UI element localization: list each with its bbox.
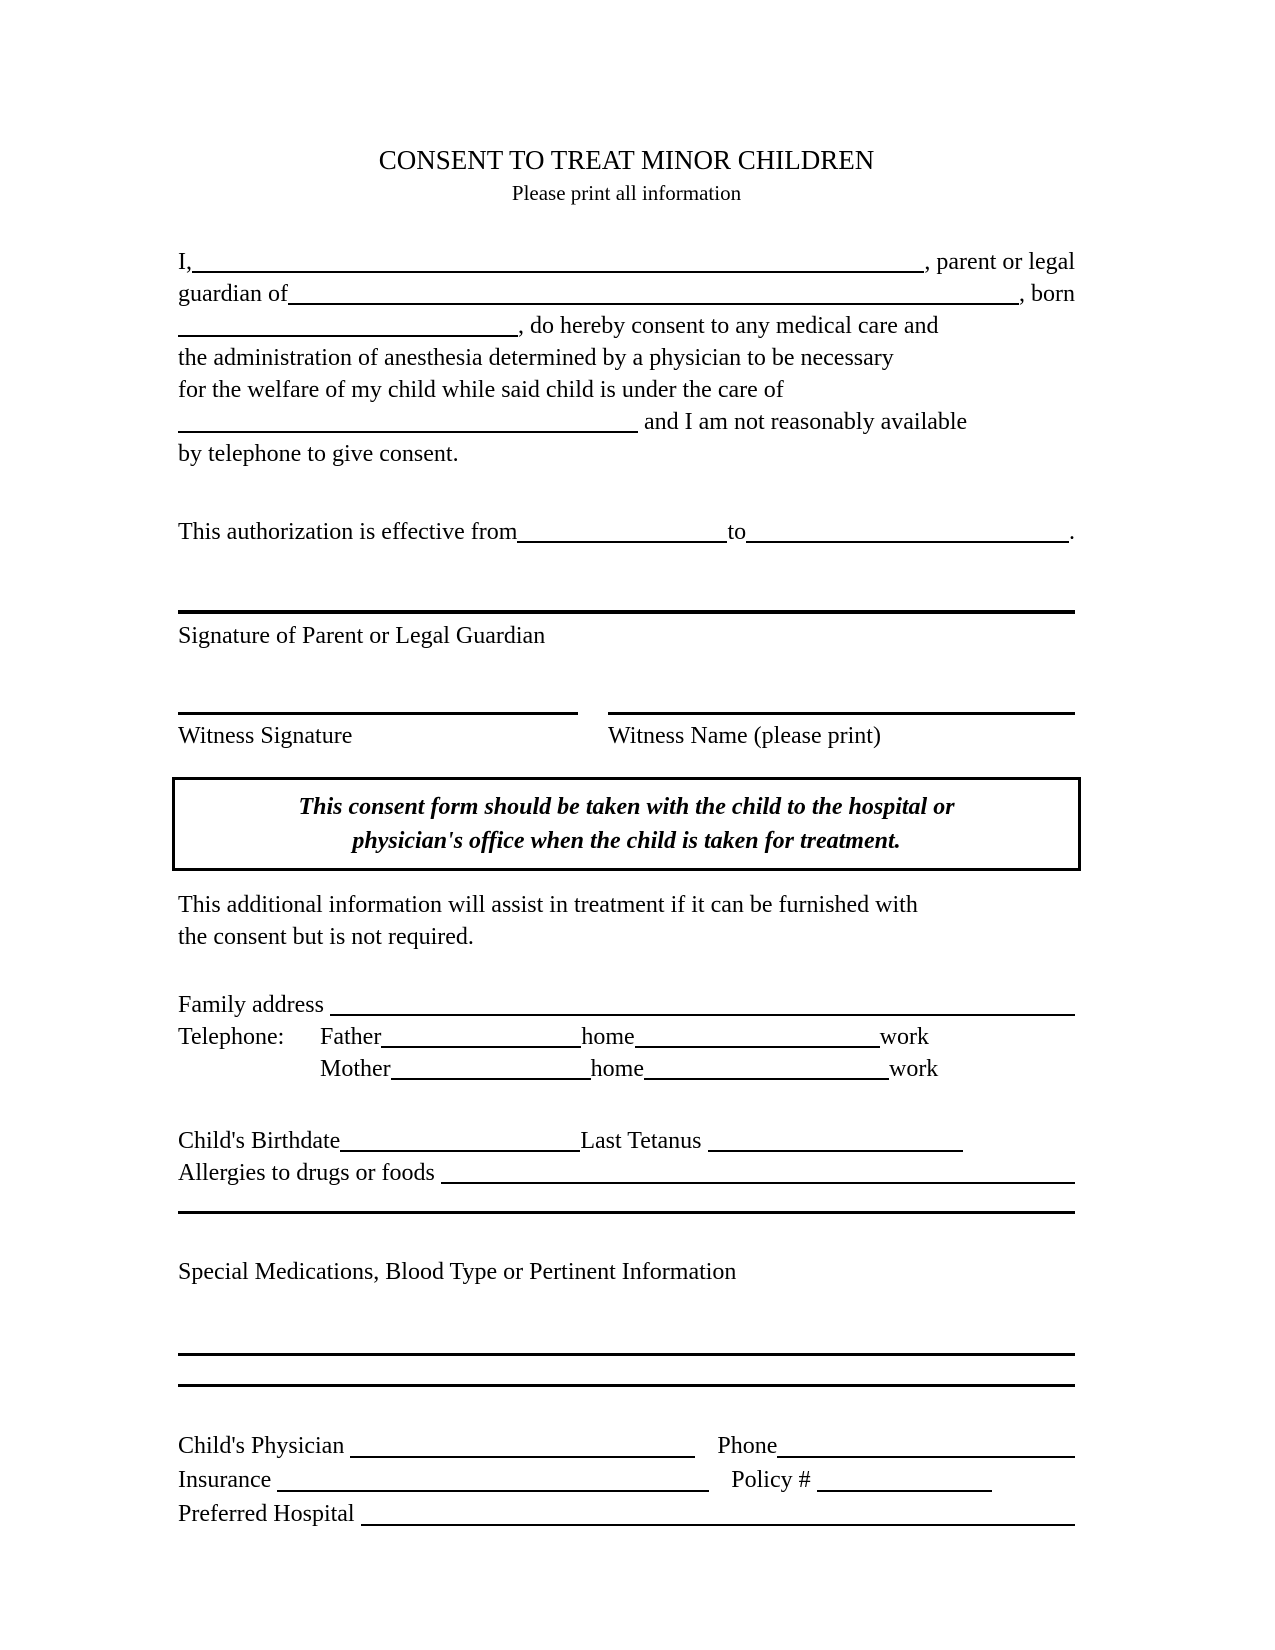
mother-work-phone-blank[interactable] — [644, 1078, 889, 1080]
consent-line-2 — [178, 278, 1075, 310]
father-work-phone-blank[interactable] — [635, 1046, 880, 1048]
authorization-row — [178, 516, 1075, 548]
form-title: CONSENT TO TREAT MINOR CHILDREN — [378, 145, 875, 175]
physician-phone-blank[interactable] — [777, 1456, 1075, 1458]
form-subtitle: Please print all information — [511, 181, 742, 205]
consent-l2-post: , born — [1019, 281, 1075, 307]
policy-number-label: Policy # — [731, 1467, 817, 1493]
additional-info-line-1: This additional information will assist in treatment if it can be furnished with — [178, 892, 918, 918]
witness-column-gap — [578, 712, 608, 751]
witness-signature-label: Witness Signature — [178, 723, 353, 749]
mother-label: Mother — [320, 1056, 391, 1082]
mother-home-label: home — [590, 1056, 644, 1082]
childs-birthdate-blank[interactable] — [340, 1150, 580, 1152]
consent-line-6 — [178, 406, 1075, 438]
consent-l1-pre: I, — [178, 249, 192, 275]
consent-l2-pre: guardian of — [178, 281, 288, 307]
special-medications-label: Special Medications, Blood Type or Pertinent Information — [178, 1259, 737, 1285]
effective-to-blank[interactable] — [746, 541, 1069, 543]
preferred-hospital-label: Preferred Hospital — [178, 1501, 361, 1527]
authorization-period: . — [1069, 519, 1075, 545]
mother-home-phone-blank[interactable] — [391, 1078, 591, 1080]
allergies-overflow-line[interactable] — [178, 1189, 1075, 1214]
child-name-blank[interactable] — [288, 303, 1019, 305]
allergies-row — [178, 1157, 1075, 1189]
special-medications-line-1[interactable] — [178, 1330, 1075, 1356]
policy-number-blank[interactable] — [817, 1490, 992, 1492]
birthdate-blank[interactable] — [178, 335, 518, 337]
consent-l4-text: the administration of anesthesia determined by a physician to be necessary — [178, 345, 894, 371]
consent-line-1 — [178, 246, 1075, 278]
allergies-label: Allergies to drugs or foods — [178, 1160, 441, 1186]
additional-info-paragraph — [178, 889, 1075, 953]
consent-paragraph — [178, 246, 1075, 470]
parent-signature-label: Signature of Parent or Legal Guardian — [178, 623, 546, 649]
witness-name-line[interactable] — [608, 712, 1075, 751]
insurance-label: Insurance — [178, 1467, 278, 1493]
additional-info-line-2: the consent but is not required. — [178, 924, 474, 950]
consent-l1-post: , parent or legal — [924, 249, 1075, 275]
witness-name-label: Witness Name (please print) — [608, 723, 881, 749]
father-home-phone-blank[interactable] — [381, 1046, 581, 1048]
consent-l3-post: , do hereby consent to any medical care and — [518, 313, 939, 339]
consent-line-4 — [178, 342, 1075, 374]
phone-label: Phone — [717, 1433, 778, 1459]
authorization-lead: This authorization is effective from — [178, 519, 518, 545]
authorization-to: to — [727, 519, 747, 545]
consent-l6-post: and I am not reasonably available — [638, 409, 968, 435]
insurance-row — [178, 1463, 1075, 1497]
preferred-hospital-row — [178, 1497, 1075, 1531]
parent-name-blank[interactable] — [192, 271, 924, 273]
father-work-label: work — [879, 1024, 929, 1050]
notice-box — [172, 777, 1081, 871]
family-address-label: Family address — [178, 992, 330, 1018]
father-telephone-row — [178, 1021, 1075, 1053]
consent-l5-text: for the welfare of my child while said child is under the care of — [178, 377, 784, 403]
insurance-blank[interactable] — [277, 1490, 709, 1492]
mother-work-label: work — [888, 1056, 939, 1082]
physician-row — [178, 1429, 1075, 1463]
insurance-policy-gap — [709, 1463, 731, 1497]
physician-phone-gap — [695, 1429, 717, 1463]
special-medications-line-2[interactable] — [178, 1356, 1075, 1387]
notice-line-1: This consent form should be taken with the child to the hospital or — [298, 794, 955, 820]
telephone-label-spacer — [178, 1053, 320, 1085]
telephone-label: Telephone: — [178, 1024, 297, 1050]
effective-from-blank[interactable] — [517, 541, 727, 543]
witness-signature-line[interactable] — [178, 712, 578, 751]
preferred-hospital-blank[interactable] — [361, 1524, 1075, 1526]
allergies-blank[interactable] — [441, 1182, 1075, 1184]
consent-line-5 — [178, 374, 1075, 406]
birthdate-tetanus-row — [178, 1125, 1075, 1157]
childs-birthdate-label: Child's Birthdate — [178, 1128, 341, 1154]
father-label: Father — [320, 1024, 382, 1050]
childs-physician-label: Child's Physician — [178, 1433, 351, 1459]
last-tetanus-label: Last Tetanus — [580, 1128, 708, 1154]
father-home-label: home — [581, 1024, 635, 1050]
family-address-row — [178, 989, 1075, 1021]
consent-l7-text: by telephone to give consent. — [178, 441, 459, 467]
childs-physician-blank[interactable] — [350, 1456, 695, 1458]
witness-section — [178, 712, 1075, 751]
consent-line-7 — [178, 438, 1075, 470]
last-tetanus-blank[interactable] — [708, 1150, 963, 1152]
family-address-blank[interactable] — [330, 1014, 1075, 1016]
caregiver-name-blank[interactable] — [178, 431, 638, 433]
notice-line-2: physician's office when the child is taken for treatment. — [352, 828, 901, 854]
mother-telephone-row — [178, 1053, 1075, 1085]
consent-line-3 — [178, 310, 1075, 342]
